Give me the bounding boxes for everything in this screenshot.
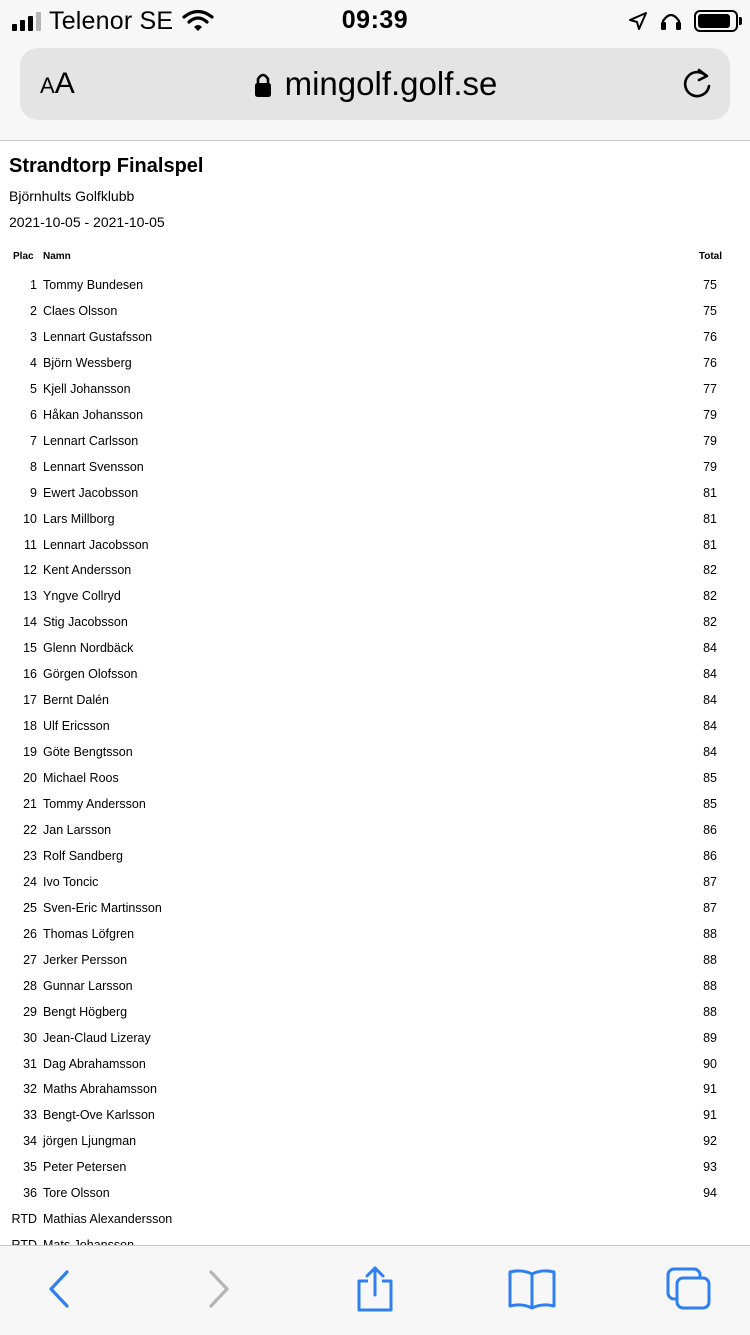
table-row	[0, 454, 750, 480]
row-placement: 10	[23, 511, 37, 526]
row-total-score: 91	[703, 1082, 717, 1097]
table-row	[0, 1128, 750, 1154]
row-placement: 29	[23, 1004, 37, 1019]
row-total-score: 88	[703, 978, 717, 993]
row-total-score: 79	[703, 433, 717, 448]
row-total-score: 90	[703, 1056, 717, 1071]
table-row	[0, 947, 750, 973]
url-display[interactable]	[20, 64, 730, 104]
row-player-name: Glenn Nordbäck	[43, 641, 134, 656]
table-row	[0, 428, 750, 454]
row-total-score: 92	[703, 1134, 717, 1149]
row-player-name: Yngve Collryd	[43, 589, 121, 604]
row-total-score: 88	[703, 952, 717, 967]
row-player-name: Tommy Bundesen	[43, 278, 144, 292]
table-row	[0, 817, 750, 843]
row-total-score: 79	[703, 459, 717, 474]
row-player-name: Jean-Claud Lizeray	[43, 1030, 151, 1045]
column-header-total: Total	[698, 251, 722, 262]
row-player-name: Ivo Toncic	[43, 874, 99, 889]
row-player-name: Mathias Alexandersson	[43, 1212, 173, 1227]
table-row	[0, 687, 750, 713]
row-placement: 23	[23, 848, 37, 863]
row-player-name: jörgen Ljungman	[43, 1134, 137, 1149]
table-row	[0, 583, 750, 609]
table-row	[0, 635, 750, 661]
row-total-score: 86	[703, 848, 717, 863]
row-total-score: 93	[703, 1160, 717, 1175]
table-row	[0, 1051, 750, 1077]
table-row	[0, 1025, 750, 1051]
lock-icon	[253, 72, 273, 98]
row-player-name: Håkan Johansson	[43, 407, 144, 422]
row-total-score: 94	[703, 1186, 717, 1201]
row-placement: 21	[23, 797, 37, 811]
row-player-name: Bengt-Ove Karlsson	[43, 1108, 155, 1123]
row-placement: RTD	[11, 1212, 37, 1227]
row-placement: 36	[23, 1186, 37, 1201]
row-player-name: Dag Abrahamsson	[43, 1056, 146, 1071]
share-button[interactable]	[350, 1264, 400, 1314]
row-total-score: 84	[703, 693, 717, 708]
tabs-button[interactable]	[664, 1264, 714, 1314]
row-player-name: Lennart Carlsson	[43, 433, 139, 448]
table-row	[0, 1206, 750, 1232]
table-row	[0, 350, 750, 376]
bookmarks-button[interactable]	[507, 1264, 557, 1314]
forward-button[interactable]	[194, 1264, 244, 1314]
row-placement: 3	[30, 329, 37, 344]
row-player-name: Ewert Jacobsson	[43, 485, 139, 500]
row-total-score: 84	[703, 641, 717, 656]
column-header-namn: Namn	[43, 251, 71, 262]
row-placement: 7	[30, 433, 37, 448]
club-name: Björnhults Golfklubb	[9, 188, 135, 204]
row-player-name: Ulf Ericsson	[43, 719, 110, 734]
row-player-name: Tommy Andersson	[43, 797, 146, 811]
row-total-score: 82	[703, 563, 717, 578]
row-placement: 12	[23, 563, 37, 578]
table-row	[0, 557, 750, 583]
row-placement: 2	[30, 303, 37, 318]
browser-top-chrome	[0, 0, 750, 141]
row-placement: 24	[23, 874, 37, 889]
table-row	[0, 272, 750, 298]
location-arrow-icon	[628, 11, 648, 31]
row-placement: 17	[23, 693, 37, 708]
row-total-score: 82	[703, 589, 717, 604]
table-row	[0, 1102, 750, 1128]
status-right	[628, 8, 738, 34]
row-player-name: Claes Olsson	[43, 303, 118, 318]
row-placement: 27	[23, 952, 37, 967]
date-range: 2021-10-05 - 2021-10-05	[9, 214, 165, 230]
row-total-score: 81	[703, 511, 717, 526]
row-total-score: 79	[703, 407, 717, 422]
row-player-name: Bengt Högberg	[43, 1004, 128, 1019]
table-row	[0, 921, 750, 947]
row-player-name: Gunnar Larsson	[43, 978, 133, 993]
row-total-score: 84	[703, 667, 717, 682]
battery-icon	[694, 10, 738, 32]
row-total-score: 76	[703, 355, 717, 370]
table-row	[0, 1076, 750, 1102]
table-row	[0, 609, 750, 635]
table-row	[0, 739, 750, 765]
share-icon	[355, 1265, 395, 1313]
text-size-button[interactable]: AA	[40, 67, 75, 100]
row-player-name: Stig Jacobsson	[43, 615, 128, 630]
table-row	[0, 402, 750, 428]
row-placement: 9	[30, 485, 37, 500]
table-row	[0, 324, 750, 350]
table-row	[0, 1154, 750, 1180]
row-total-score: 85	[703, 771, 717, 786]
carrier-name: Telenor SE	[49, 6, 174, 35]
table-row	[0, 506, 750, 532]
table-row	[0, 843, 750, 869]
row-placement: 26	[23, 926, 37, 941]
row-total-score: 84	[703, 745, 717, 760]
row-total-score: 88	[703, 1004, 717, 1019]
row-total-score: 87	[703, 874, 717, 889]
row-placement: 34	[23, 1134, 37, 1149]
table-row	[0, 999, 750, 1025]
row-player-name: Kent Andersson	[43, 563, 132, 578]
row-placement: 13	[23, 589, 37, 604]
row-player-name: Björn Wessberg	[43, 355, 132, 370]
row-placement: 1	[30, 278, 37, 292]
row-placement: 5	[30, 381, 37, 396]
row-total-score: 81	[703, 537, 717, 552]
row-placement: 25	[23, 900, 37, 915]
back-icon	[47, 1269, 71, 1309]
table-row	[0, 480, 750, 506]
row-placement: 20	[23, 771, 37, 786]
row-placement: 33	[23, 1108, 37, 1123]
row-total-score: 88	[703, 926, 717, 941]
tabs-icon	[665, 1266, 713, 1312]
row-total-score: 86	[703, 822, 717, 837]
row-player-name: Göte Bengtsson	[43, 745, 133, 760]
row-player-name: Tore Olsson	[43, 1186, 110, 1201]
row-player-name: Lennart Gustafsson	[43, 329, 153, 344]
bookmarks-icon	[507, 1268, 557, 1310]
row-placement: 6	[30, 407, 37, 422]
status-bar	[0, 0, 750, 42]
row-player-name: Jan Larsson	[43, 822, 112, 837]
forward-icon	[207, 1269, 231, 1309]
row-player-name: Bernt Dalén	[43, 693, 110, 708]
table-row	[0, 895, 750, 921]
table-row	[0, 376, 750, 402]
row-total-score: 82	[703, 615, 717, 630]
url-text: mingolf.golf.se	[284, 65, 498, 102]
page-title: Strandtorp Finalspel	[9, 155, 204, 177]
row-player-name: Lars Millborg	[43, 511, 115, 526]
row-total-score: 87	[703, 900, 717, 915]
row-placement: 8	[30, 459, 37, 474]
row-player-name: Görgen Olofsson	[43, 667, 138, 682]
row-total-score: 75	[703, 278, 717, 292]
table-row	[0, 661, 750, 687]
row-player-name: Lennart Svensson	[43, 459, 144, 474]
row-placement: 28	[23, 978, 37, 993]
status-time: 09:39	[341, 6, 409, 34]
row-total-score: 77	[703, 381, 717, 396]
table-row	[0, 1180, 750, 1206]
row-total-score: 85	[703, 797, 717, 811]
row-player-name: Thomas Löfgren	[43, 926, 135, 941]
table-row	[0, 713, 750, 739]
row-placement: 19	[23, 745, 37, 760]
row-placement: 18	[23, 719, 37, 734]
row-placement: 4	[30, 355, 37, 370]
row-placement: 31	[23, 1056, 37, 1071]
table-row	[0, 791, 750, 817]
headphones-icon	[660, 11, 682, 31]
row-placement: 15	[23, 641, 37, 656]
row-player-name: Kjell Johansson	[43, 381, 131, 396]
row-player-name: Michael Roos	[43, 771, 119, 786]
address-bar[interactable]	[20, 48, 730, 120]
row-placement: 32	[23, 1082, 37, 1097]
row-placement: 22	[23, 822, 37, 837]
row-total-score: 91	[703, 1108, 717, 1123]
row-total-score: 84	[703, 719, 717, 734]
page-content[interactable]	[0, 141, 750, 1245]
table-row	[0, 532, 750, 558]
column-header-plac: Plac	[13, 251, 34, 262]
table-row	[0, 973, 750, 999]
back-button[interactable]	[34, 1264, 84, 1314]
row-placement: 11	[24, 537, 37, 552]
row-total-score: 76	[703, 329, 717, 344]
row-total-score: 75	[703, 303, 717, 318]
row-placement: 35	[23, 1160, 37, 1175]
browser-toolbar	[0, 1245, 750, 1335]
row-total-score: 89	[703, 1030, 717, 1045]
row-placement: 14	[23, 615, 37, 630]
row-player-name: Rolf Sandberg	[43, 848, 123, 863]
table-row	[0, 869, 750, 895]
row-player-name: Lennart Jacobsson	[43, 537, 149, 552]
row-total-score: 81	[703, 485, 717, 500]
reload-icon[interactable]	[680, 66, 714, 102]
row-player-name: Sven-Eric Martinsson	[43, 900, 162, 915]
row-player-name: Jerker Persson	[43, 952, 128, 967]
row-placement: 30	[23, 1030, 37, 1045]
row-player-name: Maths Abrahamsson	[43, 1082, 157, 1097]
row-player-name: Peter Petersen	[43, 1160, 127, 1175]
table-row	[0, 298, 750, 324]
row-placement: 16	[23, 667, 37, 682]
table-row	[0, 765, 750, 791]
